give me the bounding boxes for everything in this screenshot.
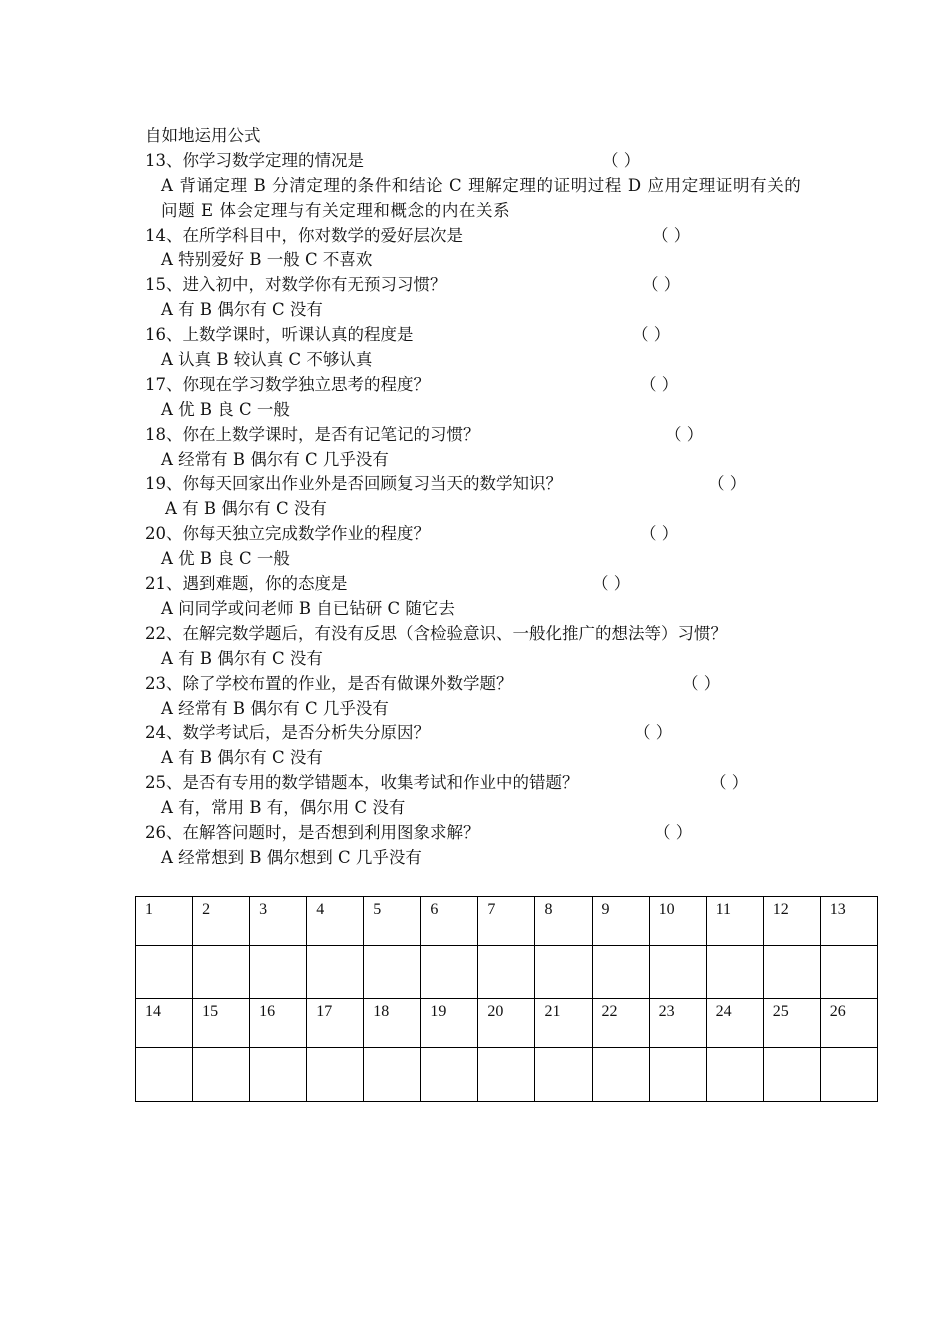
question-number-cell: 26 [820,999,877,1048]
question-25: 25、是否有专用的数学错题本，收集考试和作业中的错题？ （ ） [145,771,825,796]
question-number-cell: 20 [478,999,535,1048]
answer-cell [250,1048,307,1102]
answer-cell [820,1048,877,1102]
answer-bracket: （ ） [708,474,747,494]
answer-cell [364,946,421,999]
answer-cell [763,1048,820,1102]
table-row [136,946,878,999]
question-number-cell: 25 [763,999,820,1048]
question-22: 22、在解完数学题后，有没有反思（含检验意识、一般化推广的想法等）习惯？ [145,623,727,643]
question-number-cell: 15 [193,999,250,1048]
answer-cell [364,1048,421,1102]
answer-cell [649,946,706,999]
answer-cell [592,1048,649,1102]
answer-cell [535,1048,592,1102]
question-number-cell: 14 [136,999,193,1048]
question-number-cell: 22 [592,999,649,1048]
question-number-cell: 8 [535,897,592,946]
answer-cell [136,1048,193,1102]
question-number-cell: 16 [250,999,307,1048]
options-26: A 经常想到 B 偶尔想到 C 几乎没有 [161,847,422,867]
question-number-cell: 1 [136,897,193,946]
answer-cell [193,1048,250,1102]
answer-bracket: （ ） [634,723,673,743]
options-20: A 优 B 良 C 一般 [161,549,290,569]
table-row [136,897,878,946]
question-14: 14、在所学科目中，你对数学的爱好层次是 （ ） [145,224,825,249]
question-18: 18、你在上数学课时，是否有记笔记的习惯？ （ ） [145,423,825,448]
answer-cell [478,946,535,999]
table-row [136,999,878,1048]
question-26: 26、在解答问题时，是否想到利用图象求解？ （ ） [145,821,825,846]
options-23: A 经常有 B 偶尔有 C 几乎没有 [161,698,389,718]
question-number-cell: 13 [820,897,877,946]
question-number-cell: 4 [307,897,364,946]
answer-cell [193,946,250,999]
options-22: A 有 B 偶尔有 C 没有 [161,648,323,668]
answer-cell [136,946,193,999]
question-13: 13、你学习数学定理的情况是 （ ） [145,149,825,174]
options-25: A 有，常用 B 有，偶尔用 C 没有 [161,798,406,818]
answer-bracket: （ ） [710,773,749,793]
answer-cell [706,1048,763,1102]
answer-bracket: （ ） [592,574,631,594]
options-14: A 特别爱好 B 一般 C 不喜欢 [161,250,373,270]
answer-cell [421,1048,478,1102]
question-number-cell: 6 [421,897,478,946]
answer-bracket: （ ） [602,150,641,170]
options-17: A 优 B 良 C 一般 [161,399,290,419]
question-24: 24、数学考试后，是否分析失分原因？ （ ） [145,721,825,746]
question-number-cell: 11 [706,897,763,946]
options-16: A 认真 B 较认真 C 不够认真 [161,350,373,370]
question-number-cell: 3 [250,897,307,946]
answer-table [135,896,878,1102]
answer-bracket: （ ） [652,225,691,245]
question-15: 15、进入初中，对数学你有无预习习惯？ （ ） [145,273,825,298]
answer-cell [250,946,307,999]
questionnaire-body [145,124,825,871]
answer-cell [649,1048,706,1102]
answer-cell [706,946,763,999]
options-18: A 经常有 B 偶尔有 C 几乎没有 [161,449,389,469]
question-number-cell: 17 [307,999,364,1048]
question-number-cell: 23 [649,999,706,1048]
question-16: 16、上数学课时，听课认真的程度是 （ ） [145,323,825,348]
options-13: A 背诵定理 B 分清定理的条件和结论 C 理解定理的证明过程 D 应用定理证明有关的问题 E 体会定理与有关定理和概念的内在关系 [161,175,802,220]
options-15: A 有 B 偶尔有 C 没有 [161,300,323,320]
question-number-cell: 12 [763,897,820,946]
answer-cell [535,946,592,999]
question-19: 19、你每天回家出作业外是否回顾复习当天的数学知识？ （ ） [145,472,825,497]
answer-bracket: （ ） [654,822,693,842]
question-number-cell: 24 [706,999,763,1048]
question-21: 21、遇到难题，你的态度是 （ ） [145,572,825,597]
answer-bracket: （ ） [632,325,671,345]
question-23: 23、除了学校布置的作业，是否有做课外数学题？ （ ） [145,672,825,697]
answer-cell [820,946,877,999]
question-number-cell: 18 [364,999,421,1048]
line-0: 自如地运用公式 [145,126,261,145]
question-17: 17、你现在学习数学独立思考的程度？ （ ） [145,373,825,398]
question-number-cell: 2 [193,897,250,946]
answer-bracket: （ ） [640,524,679,544]
question-number-cell: 19 [421,999,478,1048]
answer-cell [421,946,478,999]
answer-cell [307,946,364,999]
options-19: A 有 B 偶尔有 C 没有 [165,499,327,519]
answer-cell [592,946,649,999]
answer-cell [307,1048,364,1102]
answer-bracket: （ ） [682,673,721,693]
answer-cell [763,946,820,999]
answer-cell [478,1048,535,1102]
table-row [136,1048,878,1102]
options-21: A 问同学或问老师 B 自已钻研 C 随它去 [161,598,455,618]
question-number-cell: 5 [364,897,421,946]
answer-bracket: （ ） [640,374,679,394]
question-number-cell: 7 [478,897,535,946]
answer-bracket: （ ） [665,424,704,444]
answer-bracket: （ ） [642,275,681,295]
question-20: 20、你每天独立完成数学作业的程度？ （ ） [145,522,825,547]
question-number-cell: 10 [649,897,706,946]
options-24: A 有 B 偶尔有 C 没有 [161,748,323,768]
question-number-cell: 9 [592,897,649,946]
question-number-cell: 21 [535,999,592,1048]
